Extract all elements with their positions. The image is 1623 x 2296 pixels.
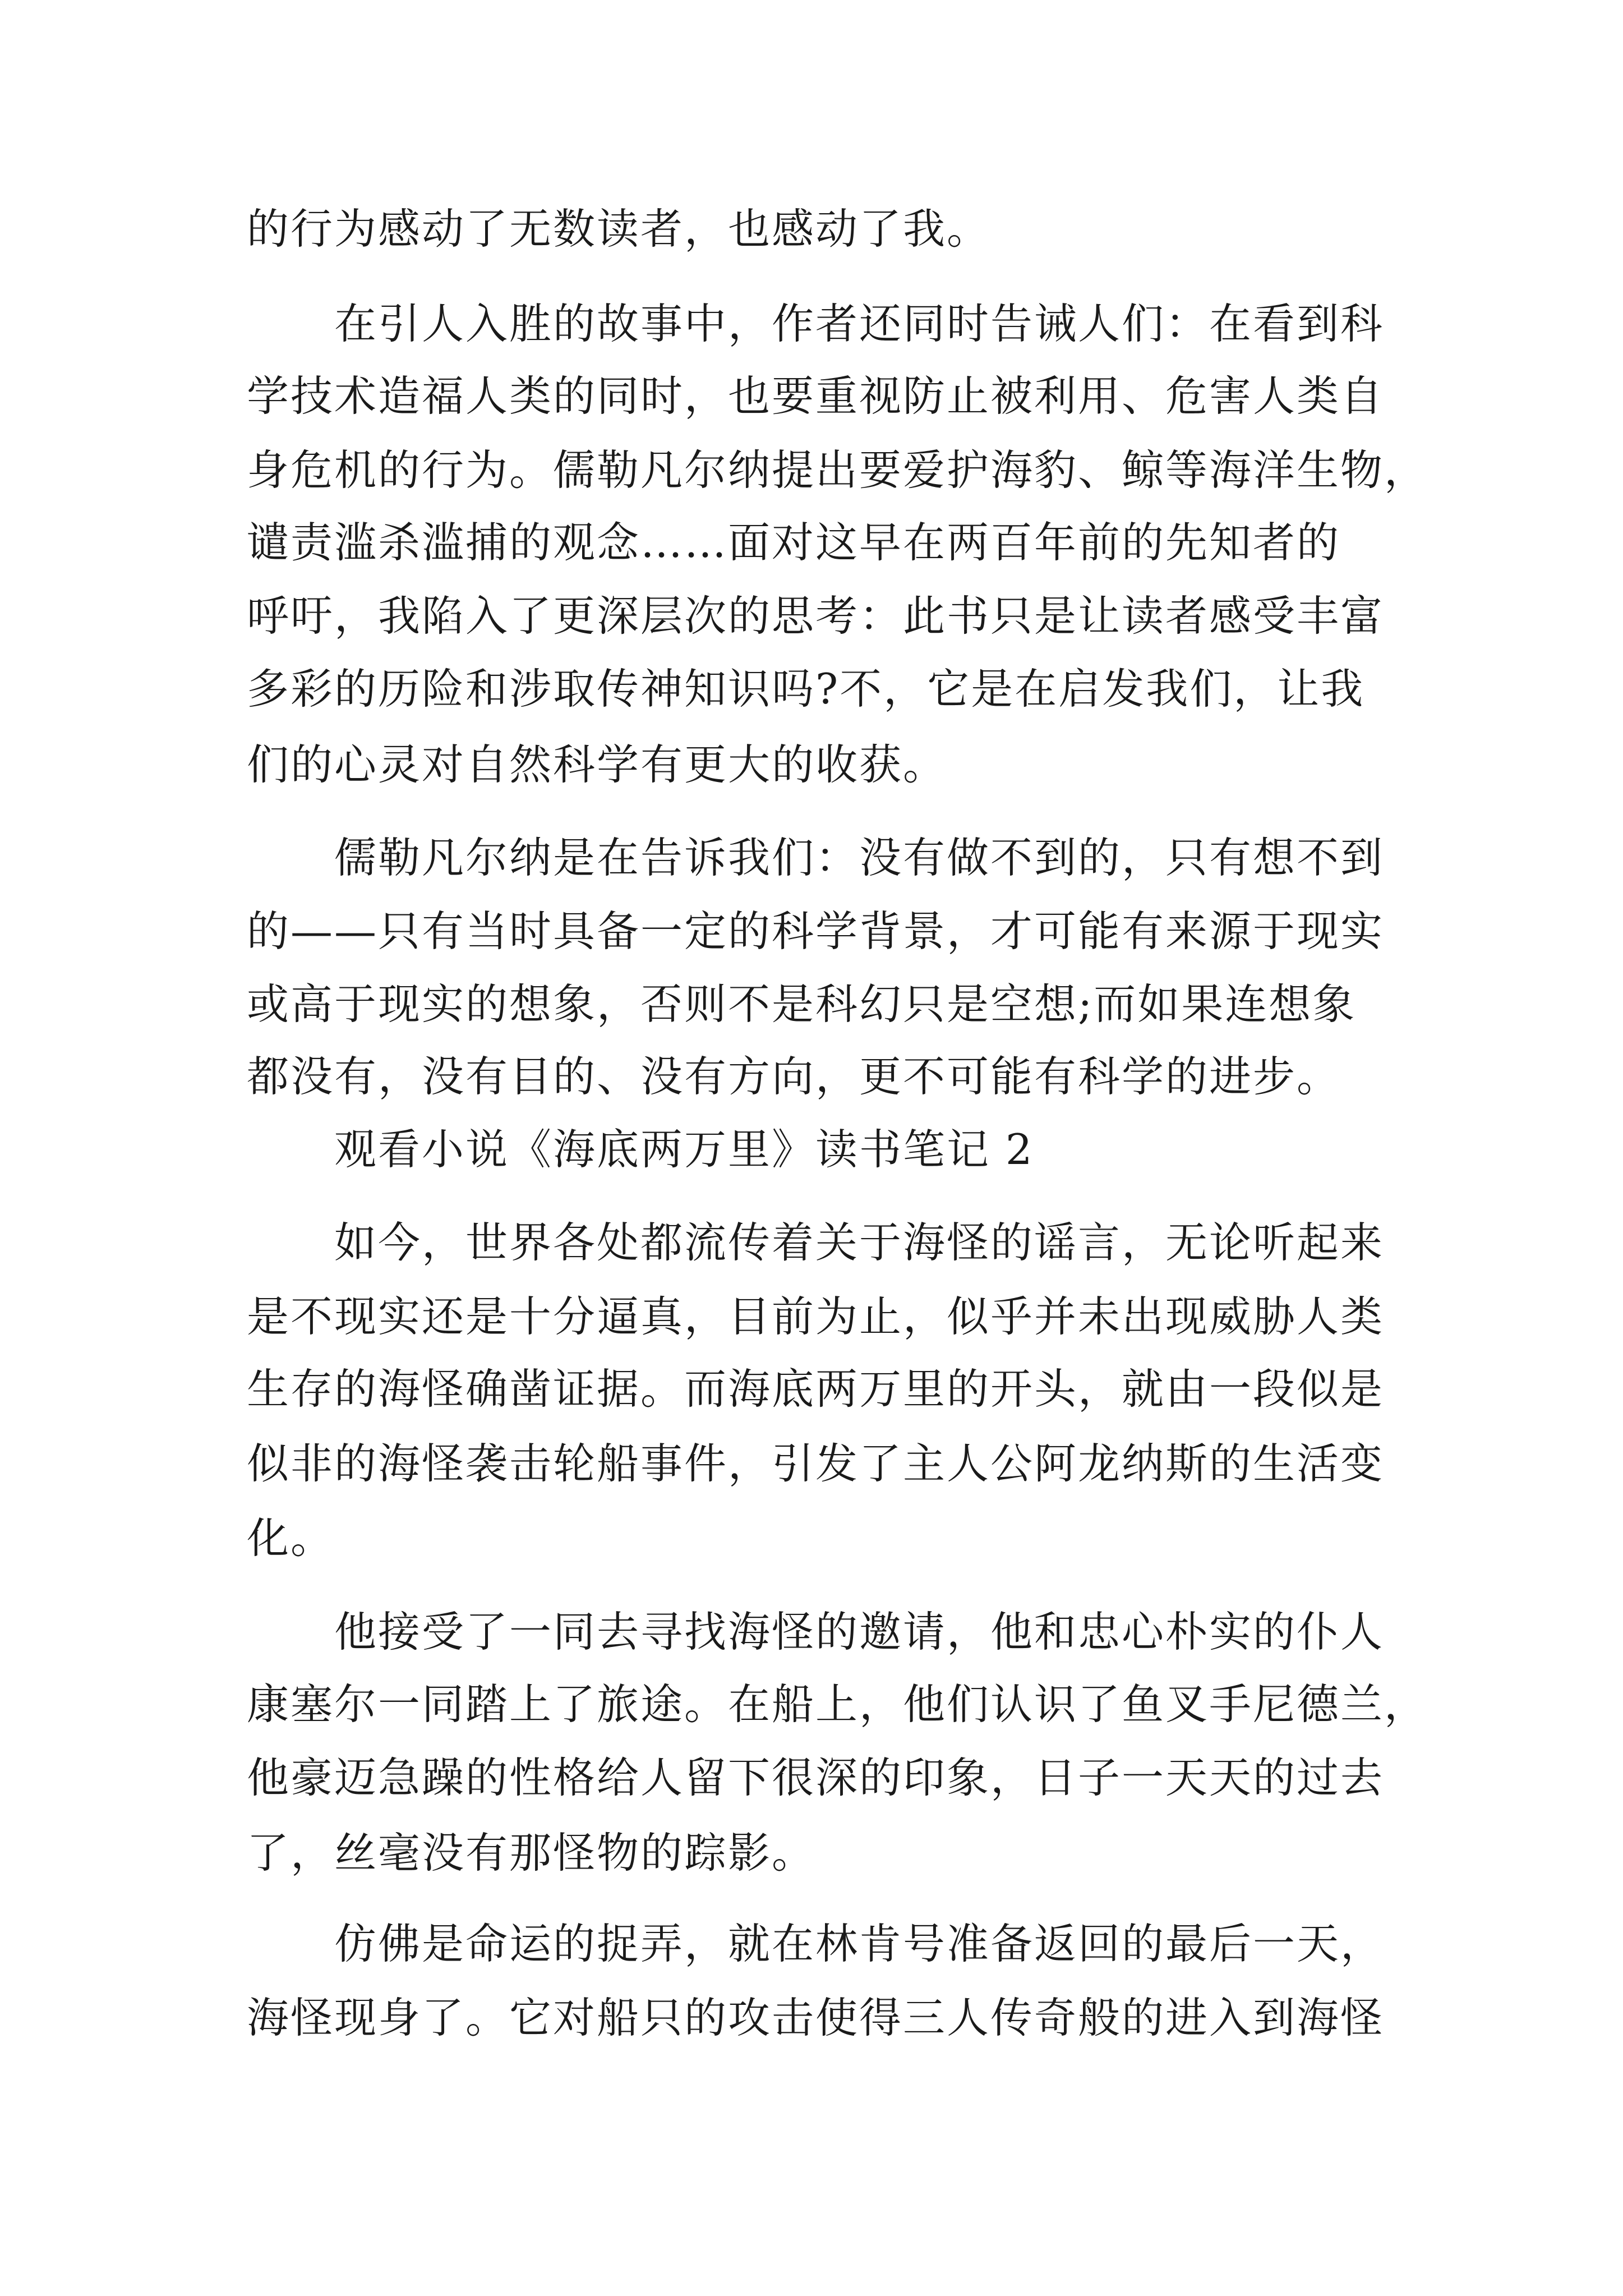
paragraph-line: 康塞尔一同踏上了旅途。在船上，他们认识了鱼叉手尼德兰， bbox=[247, 1680, 1428, 1729]
paragraph-line: 化。 bbox=[247, 1513, 335, 1563]
paragraph-line: 在引人入胜的故事中，作者还同时告诫人们：在看到科 bbox=[334, 299, 1385, 348]
paragraph-line: 们的心灵对自然科学有更大的收获。 bbox=[247, 740, 947, 789]
paragraph-line: 是不现实还是十分逼真，目前为止，似乎并未出现威胁人类 bbox=[247, 1292, 1385, 1341]
paragraph-line: 谴责滥杀滥捕的观念……面对这早在两百年前的先知者的 bbox=[247, 518, 1341, 567]
paragraph-line: 似非的海怪袭击轮船事件，引发了主人公阿龙纳斯的生活变 bbox=[247, 1439, 1385, 1488]
paragraph-line: 仿佛是命运的捉弄，就在林肯号准备返回的最后一天， bbox=[334, 1919, 1385, 1968]
paragraph-line: 学技术造福人类的同时，也要重视防止被利用、危害人类自 bbox=[247, 371, 1385, 421]
section-heading: 观看小说《海底两万里》读书笔记 2 bbox=[334, 1125, 1034, 1174]
paragraph-line: 的行为感动了无数读者，也感动了我。 bbox=[247, 204, 991, 254]
paragraph-line: 的——只有当时具备一定的科学背景，才可能有来源于现实 bbox=[247, 907, 1385, 956]
paragraph-line: 了，丝毫没有那怪物的踪影。 bbox=[247, 1828, 816, 1878]
paragraph-line: 或高于现实的想象，否则不是科幻只是空想;而如果连想象 bbox=[247, 979, 1357, 1029]
paragraph-line: 多彩的历险和涉取传神知识吗?不，它是在启发我们，让我 bbox=[247, 664, 1365, 714]
paragraph-line: 如今，世界各处都流传着关于海怪的谣言，无论听起来 bbox=[334, 1218, 1385, 1267]
paragraph-line: 呼吁，我陷入了更深层次的思考：此书只是让读者感受丰富 bbox=[247, 591, 1385, 641]
paragraph-line: 海怪现身了。它对船只的攻击使得三人传奇般的进入到海怪 bbox=[247, 1993, 1385, 2042]
paragraph-line: 他接受了一同去寻找海怪的邀请，他和忠心朴实的仆人 bbox=[334, 1607, 1385, 1657]
paragraph-line: 儒勒凡尔纳是在告诉我们：没有做不到的，只有想不到 bbox=[334, 833, 1385, 882]
paragraph-line: 都没有，没有目的、没有方向，更不可能有科学的进步。 bbox=[247, 1052, 1341, 1101]
paragraph-line: 生存的海怪确凿证据。而海底两万里的开头，就由一段似是 bbox=[247, 1364, 1385, 1414]
paragraph-line: 身危机的行为。儒勒凡尔纳提出要爱护海豹、鲸等海洋生物， bbox=[247, 445, 1428, 495]
paragraph-line: 他豪迈急躁的性格给人留下很深的印象，日子一天天的过去 bbox=[247, 1753, 1385, 1802]
